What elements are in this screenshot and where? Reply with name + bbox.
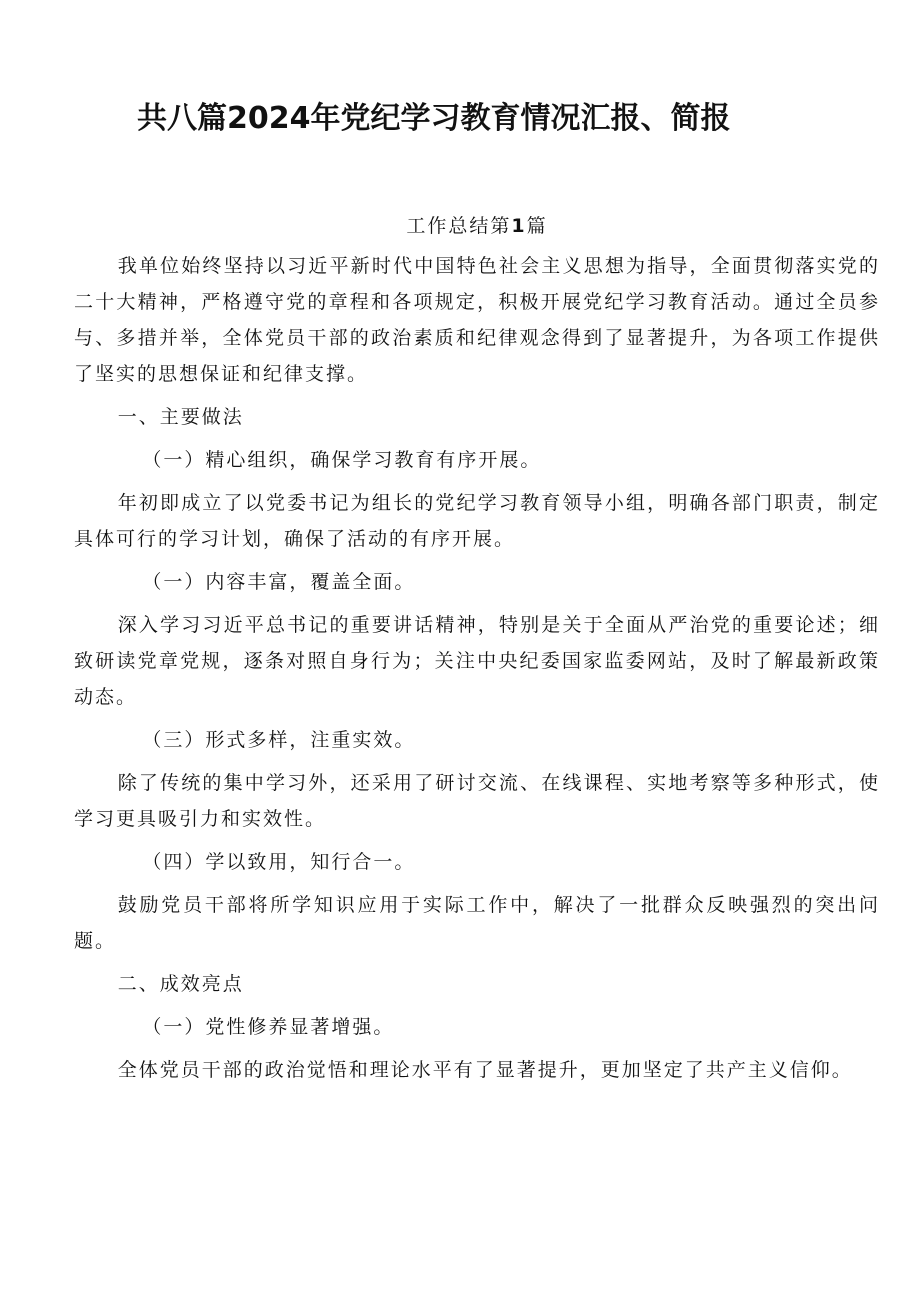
paragraph-content: 深入学习习近平总书记的重要讲话精神，特别是关于全面从严治党的重要论述；细致研读党章党规，逐条对照自身行为；关注中央纪委国家监委网站，及时了解最新政策动态。 [74,614,880,708]
paragraph-party-spirit: 全体党员干部的政治觉悟和理论水平有了显著提升，更加坚定了共产主义信仰。 [117,1059,853,1081]
subheading-forms: （三）形式多样，注重实效。 [142,729,416,751]
section-subtitle [74,208,880,244]
paragraph-intro: 我单位始终坚持以习近平新时代中国特色社会主义思想为指导，全面贯彻落实党的二十大精神，严格遵守党的章程和各项规定，积极开展党纪学习教育活动。通过全员参与、多措并举，全体党员干部的政治素质和纪律观念得到了显著提升，为各项工作提供了坚实的思想保证和纪律支撑。 [74,255,880,385]
subheading-organization: （一）精心组织，确保学习教育有序开展。 [142,449,542,471]
paragraph-application: 鼓励党员干部将所学知识应用于实际工作中，解决了一批群众反映强烈的突出问题。 [74,894,880,952]
paragraph-organization: 年初即成立了以党委书记为组长的党纪学习教育领导小组，明确各部门职责，制定具体可行的学习计划，确保了活动的有序开展。 [74,492,880,550]
document-title: 共八篇2024年党纪学习教育情况汇报、简报 [137,101,731,136]
subheading-party-spirit: （一）党性修养显著增强。 [142,1016,395,1038]
section-heading-highlights: 二、成效亮点 [117,973,244,995]
subtitle-prefix: 工作总结第 [406,215,512,237]
subheading-application: （四）学以致用，知行合一。 [142,851,416,873]
document-body [74,208,880,1095]
paragraph-forms: 除了传统的集中学习外，还采用了研讨交流、在线课程、实地考察等多种形式，使学习更具吸引力和实效性。 [74,772,880,830]
section-heading-main-practices: 一、主要做法 [117,406,244,428]
subtitle-number: 1 [511,215,527,237]
subtitle-suffix: 篇 [526,215,548,237]
subheading-content: （一）内容丰富，覆盖全面。 [142,571,416,593]
